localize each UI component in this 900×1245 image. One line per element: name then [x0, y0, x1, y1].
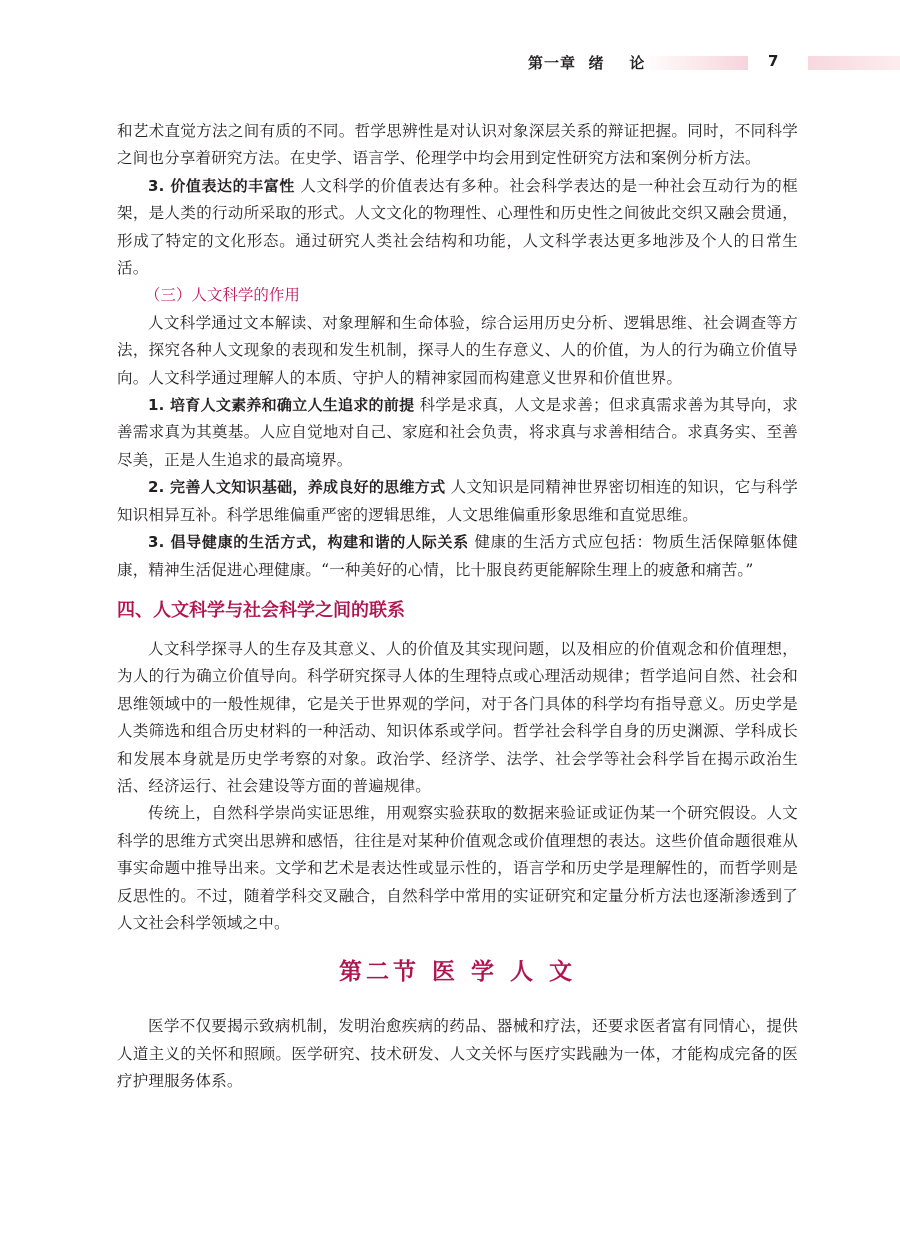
paragraph	[117, 392, 798, 474]
paragraph-text: 健康的生活方式应包括：物质生活保障躯体健康，精神生活促进心理健康。“一种美好的心情，比十服良药更能解除生理上的疲惫和痛苦。”	[117, 533, 798, 579]
header-decor-band-right	[808, 56, 900, 70]
page-body	[117, 118, 798, 1096]
header-decor-band	[640, 56, 748, 70]
paragraph-text: 人文知识是同精神世界密切相连的知识，它与科学知识相异互补。科学思维偏重严密的逻辑思维，人文思维偏重形象思维和直觉思维。	[117, 478, 799, 524]
page-number: 7	[768, 52, 779, 70]
section-heading: 四、人文科学与社会科学之间的联系	[117, 599, 405, 621]
paragraph: 人文科学探寻人的生存及其意义、人的价值及其实现问题，以及相应的价值观念和价值理想，为人的行为确立价值导向。科学研究探寻人体的生理特点或心理活动规律；哲学追问自然、社会和思维领域中的一般性规律，它是关于世界观的学问，对于各门具体的科学均有指导意义。历史学是人类筛选和组合历史材料的一种活动、知识体系或学问。哲学社会科学自身的历史渊源、学科成长和发展本身就是历史学考察的对象。政治学、经济学、法学、社会学等社会科学旨在揭示政治生活、经济运行、社会建设等方面的普遍规律。	[117, 639, 798, 795]
paragraph	[117, 529, 798, 584]
subsection-heading: （三）人文科学的作用	[144, 286, 300, 305]
paragraph	[117, 474, 798, 529]
running-chapter-title: 第一章 绪 论	[528, 54, 646, 72]
paragraph-lead: 3. 倡导健康的生活方式，构建和谐的人际关系	[148, 533, 469, 552]
paragraph: 和艺术直觉方法之间有质的不同。哲学思辨性是对认识对象深层关系的辩证把握。同时，不同科学之间也分享着研究方法。在史学、语言学、伦理学中均会用到定性研究方法和案例分析方法。	[117, 122, 798, 168]
paragraph: 医学不仅要揭示致病机制，发明治愈疾病的药品、器械和疗法，还要求医者富有同情心，提供人道主义的关怀和照顾。医学研究、技术研发、人文关怀与医疗实践融为一体，才能构成完备的医疗护理服务体系。	[117, 1017, 798, 1091]
paragraph-text: 科学是求真，人文是求善；但求真需求善为其导向，求善需求真为其奠基。人应自觉地对自己、家庭和社会负责，将求真与求善相结合。求真务实、至善尽美，正是人生追求的最高境界。	[117, 396, 798, 469]
paragraph-lead: 3. 价值表达的丰富性	[148, 176, 295, 195]
paragraph-lead: 2. 完善人文知识基础，养成良好的思维方式	[148, 478, 446, 497]
chapter-section-title: 第二节 医 学 人 文	[338, 958, 577, 986]
page-header	[0, 50, 900, 76]
paragraph: 人文科学通过文本解读、对象理解和生命体验，综合运用历史分析、逻辑思维、社会调查等方法，探究各种人文现象的表现和发生机制，探寻人的生存意义、人的价值，为人的行为确立价值导向。人文科学通过理解人的本质、守护人的精神家园而构建意义世界和价值世界。	[117, 313, 798, 387]
paragraph: 传统上，自然科学崇尚实证思维，用观察实验获取的数据来验证或证伪某一个研究假设。人文科学的思维方式突出思辨和感悟，往往是对某种价值观念或价值理想的表达。这些价值命题很难从事实命题中推导出来。文学和艺术是表达性或显示性的，语言学和历史学是理解性的，而哲学则是反思性的。不过，随着学科交叉融合，自然科学中常用的实证研究和定量分析方法也逐渐渗透到了人文社会科学领域之中。	[117, 804, 798, 932]
paragraph-lead: 1. 培育人文素养和确立人生追求的前提	[148, 396, 415, 415]
paragraph	[117, 173, 798, 283]
paragraph-text: 人文科学的价值表达有多种。社会科学表达的是一种社会互动行为的框架，是人类的行动所采取的形式。人文文化的物理性、心理性和历史性之间彼此交织又融会贯通，形成了特定的文化形态。通过研究人类社会结构和功能，人文科学表达更多地涉及个人的日常生活。	[117, 176, 798, 278]
